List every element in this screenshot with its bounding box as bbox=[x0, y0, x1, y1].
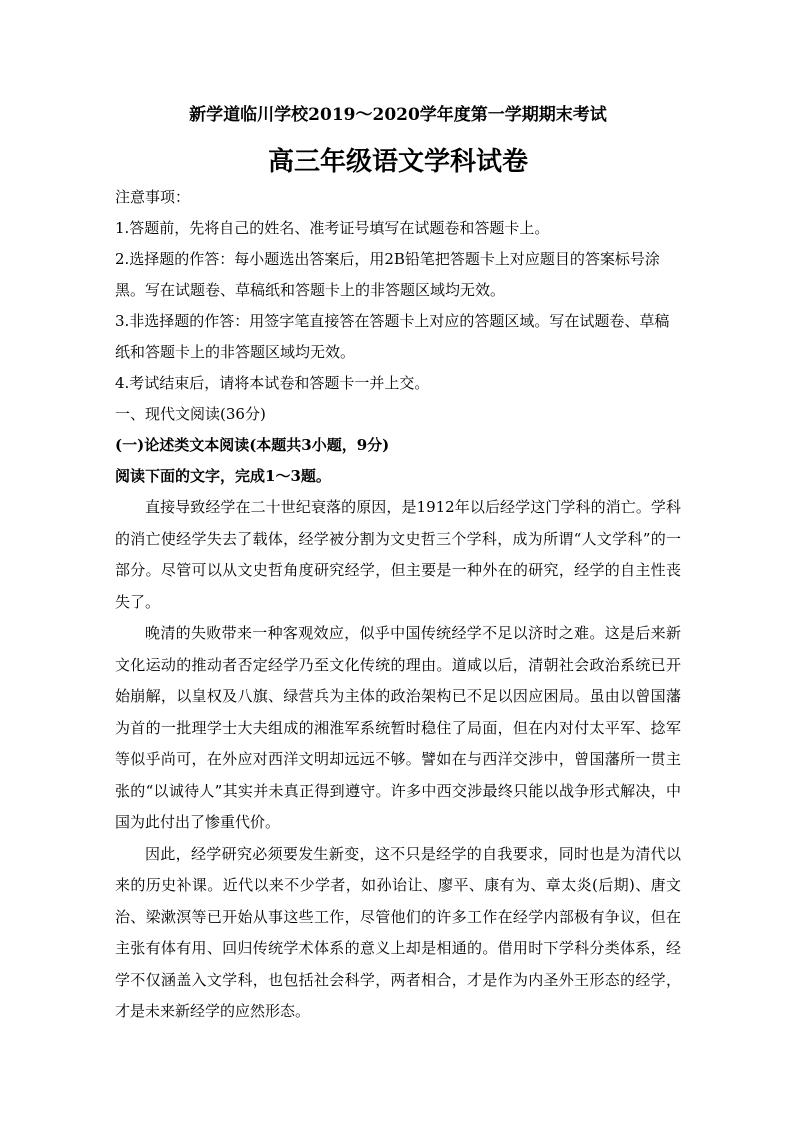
notice-item: 3.非选择题的作答：用签字笔直接答在答题卡上对应的答题区域。写在试题卷、草稿纸和答题卡上的非答题区域均无效。 bbox=[115, 312, 670, 361]
notice-item: 4.考试结束后，请将本试卷和答题卡一并上交。 bbox=[115, 374, 430, 392]
notice-block bbox=[115, 182, 681, 399]
section-heading: 一、现代文阅读(36分) bbox=[115, 405, 266, 423]
section-instruction: 阅读下面的文字，完成1～3题。 bbox=[115, 467, 331, 485]
passage-paragraph: 因此，经学研究必须要发生新变，这不只是经学的自我要求，同时也是为清代以来的历史补课。近代以来不少学者，如孙诒让、廖平、康有为、章太炎(后期)、唐文治、梁漱溟等已开始从事这些工作，尽管他们的许多工作在经学内部极有争议，但在主张有体有用、回归传统学术体系的意义上却是相通的。借用时下学科分类体系，经学不仅涵盖入文学科，也包括社会科学，两者相合，才是作为内圣外王形态的经学，才是未来新经学的应然形态。 bbox=[115, 844, 681, 1020]
exam-subtitle: 高三年级语文学科试卷 bbox=[267, 147, 528, 177]
section-subheading: (一)论述类文本阅读(本题共3小题，9分) bbox=[115, 436, 390, 454]
exam-title: 新学道临川学校2019～2020学年度第一学期期末考试 bbox=[189, 105, 607, 125]
exam-page bbox=[115, 96, 681, 1028]
passage-paragraph: 直接导致经学在二十世纪衰落的原因，是1912年以后经学这门学科的消亡。学科的消亡使经学失去了载体，经学被分割为文史哲三个学科，成为所谓“人文学科”的一部分。尽管可以从文史哲角度研究经学，但主要是一种外在的研究，经学的自主性丧失了。 bbox=[115, 498, 681, 611]
notice-item: 2.选择题的作答：每小题选出答案后，用2B铅笔把答题卡上对应题目的答案标号涂黑。写在试题卷、草稿纸和答题卡上的非答题区域均无效。 bbox=[115, 250, 660, 299]
notice-item: 1.答题前，先将自己的姓名、准考证号填写在试题卷和答题卡上。 bbox=[115, 219, 550, 237]
reading-section bbox=[115, 399, 681, 1028]
passage-paragraph: 晚清的失败带来一种客观效应，似乎中国传统经学不足以济时之难。这是后来新文化运动的推动者否定经学乃至文化传统的理由。道咸以后，清朝社会政治系统已开始崩解，以皇权及八旗、绿营兵为主体的政治架构已不足以因应困局。虽由以曾国藩为首的一批理学士大夫组成的湘淮军系统暂时稳住了局面，但在内对付太平军、捻军等似乎尚可，在外应对西洋文明却远远不够。譬如在与西洋交涉中，曾国藩所一贯主张的“以诚待人”其实并未真正得到遵守。许多中西交涉最终只能以战争形式解决，中国为此付出了惨重代价。 bbox=[115, 624, 681, 831]
notice-heading: 注意事项： bbox=[115, 188, 191, 206]
